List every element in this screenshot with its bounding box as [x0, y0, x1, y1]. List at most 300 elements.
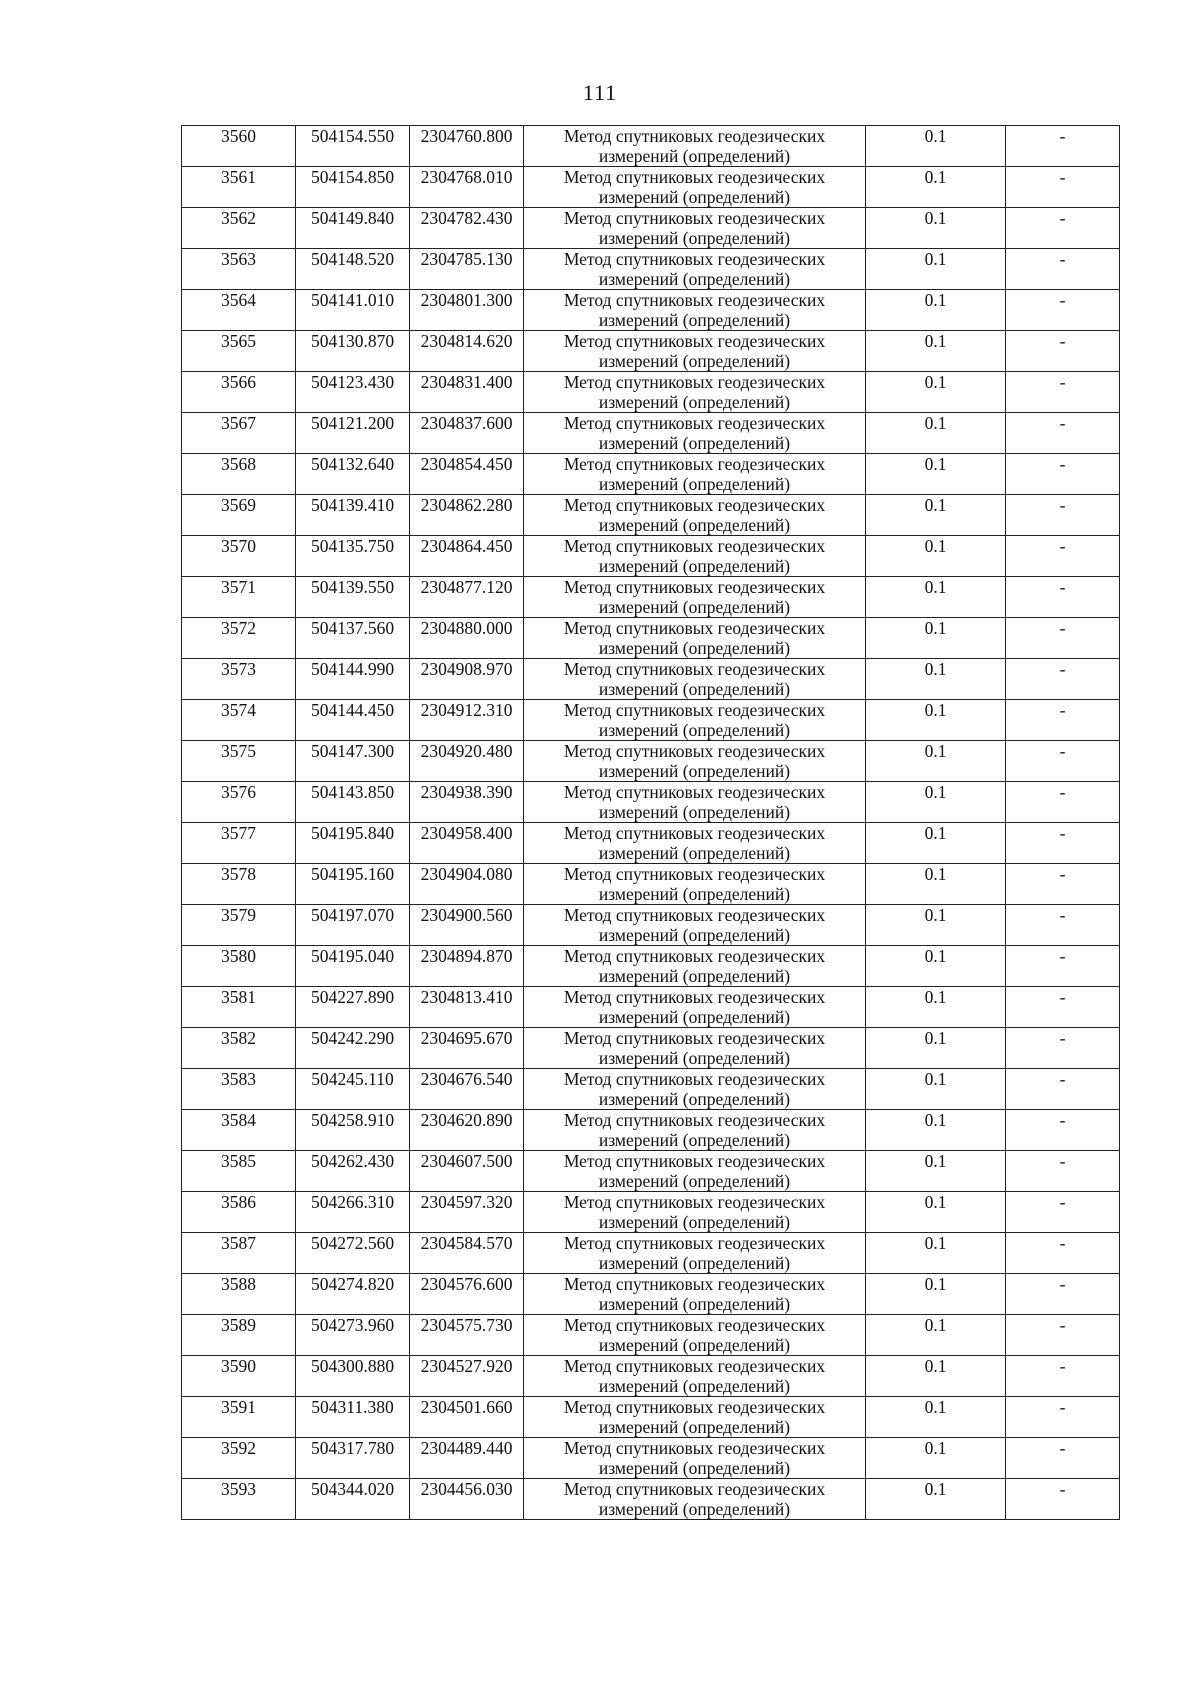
method-text-line1: Метод спутниковых геодезических: [563, 1274, 826, 1294]
method-text-line1: Метод спутниковых геодезических: [563, 454, 826, 474]
point-number-cell: 3581: [182, 987, 296, 1028]
y-coordinate-cell: 2304607.500: [410, 1151, 524, 1192]
x-coordinate-cell: 504154.850: [296, 167, 410, 208]
note-cell: -: [1006, 1233, 1120, 1274]
method-text-line2: измерений (определений): [598, 1048, 791, 1068]
method-cell: [524, 700, 866, 741]
note-cell: -: [1006, 167, 1120, 208]
method-text-line1: Метод спутниковых геодезических: [563, 1479, 826, 1499]
point-number-cell: 3588: [182, 1274, 296, 1315]
method-text-line2: измерений (определений): [598, 843, 791, 863]
method-cell: [524, 618, 866, 659]
table-row: [182, 782, 1120, 823]
point-number-cell: 3591: [182, 1397, 296, 1438]
method-text-line2: измерений (определений): [598, 474, 791, 494]
y-coordinate-cell: 2304900.560: [410, 905, 524, 946]
accuracy-cell: 0.1: [866, 1274, 1006, 1315]
x-coordinate-cell: 504311.380: [296, 1397, 410, 1438]
method-text-line2: измерений (определений): [598, 1130, 791, 1150]
method-cell: [524, 659, 866, 700]
method-text-line1: Метод спутниковых геодезических: [563, 167, 826, 187]
table-row: [182, 1315, 1120, 1356]
method-cell: [524, 577, 866, 618]
accuracy-cell: 0.1: [866, 659, 1006, 700]
point-number-cell: 3576: [182, 782, 296, 823]
method-cell: [524, 1151, 866, 1192]
method-cell: [524, 454, 866, 495]
table-row: [182, 1069, 1120, 1110]
method-text-line1: Метод спутниковых геодезических: [563, 126, 826, 146]
y-coordinate-cell: 2304894.870: [410, 946, 524, 987]
method-cell: [524, 1192, 866, 1233]
method-text-line2: измерений (определений): [598, 1171, 791, 1191]
point-number-cell: 3573: [182, 659, 296, 700]
x-coordinate-cell: 504154.550: [296, 126, 410, 167]
method-text-line2: измерений (определений): [598, 1253, 791, 1273]
method-cell: [524, 823, 866, 864]
accuracy-cell: 0.1: [866, 413, 1006, 454]
note-cell: -: [1006, 946, 1120, 987]
note-cell: -: [1006, 1151, 1120, 1192]
table-row: [182, 1233, 1120, 1274]
table-row: [182, 864, 1120, 905]
note-cell: -: [1006, 1315, 1120, 1356]
y-coordinate-cell: 2304920.480: [410, 741, 524, 782]
method-text-line1: Метод спутниковых геодезических: [563, 495, 826, 515]
y-coordinate-cell: 2304597.320: [410, 1192, 524, 1233]
method-text-line1: Метод спутниковых геодезических: [563, 536, 826, 556]
point-number-cell: 3564: [182, 290, 296, 331]
table-row: [182, 1397, 1120, 1438]
method-text-line2: измерений (определений): [598, 146, 791, 166]
method-text-line2: измерений (определений): [598, 1458, 791, 1478]
x-coordinate-cell: 504130.870: [296, 331, 410, 372]
note-cell: -: [1006, 1110, 1120, 1151]
method-cell: [524, 249, 866, 290]
method-cell: [524, 1069, 866, 1110]
note-cell: -: [1006, 495, 1120, 536]
method-text-line1: Метод спутниковых геодезических: [563, 208, 826, 228]
method-text-line1: Метод спутниковых геодезических: [563, 782, 826, 802]
method-cell: [524, 741, 866, 782]
method-cell: [524, 987, 866, 1028]
table-row: [182, 618, 1120, 659]
x-coordinate-cell: 504135.750: [296, 536, 410, 577]
point-number-cell: 3590: [182, 1356, 296, 1397]
method-text-line2: измерений (определений): [598, 720, 791, 740]
note-cell: -: [1006, 536, 1120, 577]
accuracy-cell: 0.1: [866, 1069, 1006, 1110]
note-cell: -: [1006, 1397, 1120, 1438]
x-coordinate-cell: 504141.010: [296, 290, 410, 331]
x-coordinate-cell: 504245.110: [296, 1069, 410, 1110]
y-coordinate-cell: 2304938.390: [410, 782, 524, 823]
table-row: [182, 331, 1120, 372]
note-cell: -: [1006, 659, 1120, 700]
method-text-line1: Метод спутниковых геодезических: [563, 1438, 826, 1458]
note-cell: -: [1006, 864, 1120, 905]
method-text-line1: Метод спутниковых геодезических: [563, 741, 826, 761]
accuracy-cell: 0.1: [866, 823, 1006, 864]
method-cell: [524, 208, 866, 249]
method-text-line1: Метод спутниковых геодезических: [563, 331, 826, 351]
note-cell: -: [1006, 1356, 1120, 1397]
table-row: [182, 1151, 1120, 1192]
method-text-line1: Метод спутниковых геодезических: [563, 372, 826, 392]
accuracy-cell: 0.1: [866, 700, 1006, 741]
method-text-line2: измерений (определений): [598, 966, 791, 986]
accuracy-cell: 0.1: [866, 782, 1006, 823]
y-coordinate-cell: 2304584.570: [410, 1233, 524, 1274]
coordinates-table-body: [182, 126, 1120, 1520]
coordinates-table: [181, 125, 1120, 1520]
x-coordinate-cell: 504242.290: [296, 1028, 410, 1069]
y-coordinate-cell: 2304676.540: [410, 1069, 524, 1110]
accuracy-cell: 0.1: [866, 1151, 1006, 1192]
y-coordinate-cell: 2304785.130: [410, 249, 524, 290]
accuracy-cell: 0.1: [866, 864, 1006, 905]
method-cell: [524, 167, 866, 208]
method-text-line2: измерений (определений): [598, 679, 791, 699]
note-cell: -: [1006, 905, 1120, 946]
point-number-cell: 3571: [182, 577, 296, 618]
y-coordinate-cell: 2304862.280: [410, 495, 524, 536]
method-cell: [524, 1438, 866, 1479]
x-coordinate-cell: 504148.520: [296, 249, 410, 290]
point-number-cell: 3566: [182, 372, 296, 413]
accuracy-cell: 0.1: [866, 1438, 1006, 1479]
method-cell: [524, 495, 866, 536]
point-number-cell: 3562: [182, 208, 296, 249]
accuracy-cell: 0.1: [866, 1233, 1006, 1274]
note-cell: -: [1006, 413, 1120, 454]
y-coordinate-cell: 2304864.450: [410, 536, 524, 577]
x-coordinate-cell: 504195.160: [296, 864, 410, 905]
method-text-line1: Метод спутниковых геодезических: [563, 1356, 826, 1376]
accuracy-cell: 0.1: [866, 1315, 1006, 1356]
method-cell: [524, 1397, 866, 1438]
point-number-cell: 3583: [182, 1069, 296, 1110]
y-coordinate-cell: 2304575.730: [410, 1315, 524, 1356]
method-cell: [524, 1274, 866, 1315]
table-row: [182, 659, 1120, 700]
method-text-line2: измерений (определений): [598, 433, 791, 453]
method-text-line1: Метод спутниковых геодезических: [563, 1151, 826, 1171]
accuracy-cell: 0.1: [866, 1110, 1006, 1151]
y-coordinate-cell: 2304837.600: [410, 413, 524, 454]
y-coordinate-cell: 2304489.440: [410, 1438, 524, 1479]
note-cell: -: [1006, 1479, 1120, 1520]
note-cell: -: [1006, 618, 1120, 659]
method-text-line1: Метод спутниковых геодезических: [563, 700, 826, 720]
x-coordinate-cell: 504317.780: [296, 1438, 410, 1479]
accuracy-cell: 0.1: [866, 1479, 1006, 1520]
note-cell: -: [1006, 823, 1120, 864]
method-text-line2: измерений (определений): [598, 1417, 791, 1437]
method-text-line2: измерений (определений): [598, 392, 791, 412]
note-cell: -: [1006, 208, 1120, 249]
method-text-line1: Метод спутниковых геодезических: [563, 290, 826, 310]
point-number-cell: 3582: [182, 1028, 296, 1069]
method-cell: [524, 536, 866, 577]
note-cell: -: [1006, 331, 1120, 372]
method-text-line1: Метод спутниковых геодезических: [563, 1069, 826, 1089]
method-text-line2: измерений (определений): [598, 515, 791, 535]
y-coordinate-cell: 2304912.310: [410, 700, 524, 741]
x-coordinate-cell: 504197.070: [296, 905, 410, 946]
table-row: [182, 126, 1120, 167]
accuracy-cell: 0.1: [866, 331, 1006, 372]
y-coordinate-cell: 2304904.080: [410, 864, 524, 905]
x-coordinate-cell: 504195.840: [296, 823, 410, 864]
method-text-line2: измерений (определений): [598, 1212, 791, 1232]
accuracy-cell: 0.1: [866, 290, 1006, 331]
accuracy-cell: 0.1: [866, 372, 1006, 413]
y-coordinate-cell: 2304501.660: [410, 1397, 524, 1438]
method-text-line2: измерений (определений): [598, 1499, 791, 1519]
method-cell: [524, 1356, 866, 1397]
x-coordinate-cell: 504144.990: [296, 659, 410, 700]
method-cell: [524, 864, 866, 905]
method-cell: [524, 372, 866, 413]
method-text-line1: Метод спутниковых геодезических: [563, 577, 826, 597]
table-row: [182, 987, 1120, 1028]
method-text-line2: измерений (определений): [598, 761, 791, 781]
method-text-line1: Метод спутниковых геодезических: [563, 905, 826, 925]
method-text-line2: измерений (определений): [598, 597, 791, 617]
method-text-line1: Метод спутниковых геодезических: [563, 1028, 826, 1048]
table-row: [182, 454, 1120, 495]
table-row: [182, 577, 1120, 618]
y-coordinate-cell: 2304814.620: [410, 331, 524, 372]
accuracy-cell: 0.1: [866, 1397, 1006, 1438]
page-number: 111: [582, 80, 618, 105]
note-cell: -: [1006, 290, 1120, 331]
method-text-line2: измерений (определений): [598, 884, 791, 904]
table-row: [182, 290, 1120, 331]
x-coordinate-cell: 504227.890: [296, 987, 410, 1028]
y-coordinate-cell: 2304782.430: [410, 208, 524, 249]
method-cell: [524, 1110, 866, 1151]
x-coordinate-cell: 504195.040: [296, 946, 410, 987]
y-coordinate-cell: 2304880.000: [410, 618, 524, 659]
table-row: [182, 823, 1120, 864]
table-row: [182, 946, 1120, 987]
y-coordinate-cell: 2304620.890: [410, 1110, 524, 1151]
method-text-line1: Метод спутниковых геодезических: [563, 987, 826, 1007]
x-coordinate-cell: 504123.430: [296, 372, 410, 413]
table-row: [182, 536, 1120, 577]
table-row: [182, 1274, 1120, 1315]
note-cell: -: [1006, 1069, 1120, 1110]
x-coordinate-cell: 504274.820: [296, 1274, 410, 1315]
table-row: [182, 741, 1120, 782]
note-cell: -: [1006, 126, 1120, 167]
point-number-cell: 3587: [182, 1233, 296, 1274]
point-number-cell: 3574: [182, 700, 296, 741]
method-cell: [524, 331, 866, 372]
point-number-cell: 3567: [182, 413, 296, 454]
method-text-line2: измерений (определений): [598, 1089, 791, 1109]
method-cell: [524, 126, 866, 167]
method-text-line2: измерений (определений): [598, 925, 791, 945]
point-number-cell: 3569: [182, 495, 296, 536]
method-cell: [524, 290, 866, 331]
point-number-cell: 3579: [182, 905, 296, 946]
method-text-line2: измерений (определений): [598, 310, 791, 330]
accuracy-cell: 0.1: [866, 577, 1006, 618]
method-cell: [524, 905, 866, 946]
x-coordinate-cell: 504262.430: [296, 1151, 410, 1192]
table-row: [182, 413, 1120, 454]
table-row: [182, 495, 1120, 536]
method-text-line2: измерений (определений): [598, 269, 791, 289]
point-number-cell: 3561: [182, 167, 296, 208]
accuracy-cell: 0.1: [866, 1356, 1006, 1397]
y-coordinate-cell: 2304813.410: [410, 987, 524, 1028]
table-row: [182, 1438, 1120, 1479]
method-text-line2: измерений (определений): [598, 1294, 791, 1314]
y-coordinate-cell: 2304456.030: [410, 1479, 524, 1520]
x-coordinate-cell: 504147.300: [296, 741, 410, 782]
table-row: [182, 1356, 1120, 1397]
method-text-line1: Метод спутниковых геодезических: [563, 864, 826, 884]
accuracy-cell: 0.1: [866, 741, 1006, 782]
x-coordinate-cell: 504121.200: [296, 413, 410, 454]
method-text-line2: измерений (определений): [598, 1335, 791, 1355]
point-number-cell: 3570: [182, 536, 296, 577]
note-cell: -: [1006, 577, 1120, 618]
table-row: [182, 1110, 1120, 1151]
method-text-line2: измерений (определений): [598, 1007, 791, 1027]
accuracy-cell: 0.1: [866, 1192, 1006, 1233]
method-cell: [524, 1028, 866, 1069]
method-text-line2: измерений (определений): [598, 351, 791, 371]
y-coordinate-cell: 2304760.800: [410, 126, 524, 167]
y-coordinate-cell: 2304831.400: [410, 372, 524, 413]
y-coordinate-cell: 2304908.970: [410, 659, 524, 700]
point-number-cell: 3560: [182, 126, 296, 167]
method-text-line1: Метод спутниковых геодезических: [563, 1110, 826, 1130]
x-coordinate-cell: 504344.020: [296, 1479, 410, 1520]
table-row: [182, 249, 1120, 290]
note-cell: -: [1006, 741, 1120, 782]
method-text-line1: Метод спутниковых геодезических: [563, 659, 826, 679]
method-text-line1: Метод спутниковых геодезических: [563, 823, 826, 843]
point-number-cell: 3563: [182, 249, 296, 290]
table-row: [182, 905, 1120, 946]
point-number-cell: 3580: [182, 946, 296, 987]
accuracy-cell: 0.1: [866, 536, 1006, 577]
accuracy-cell: 0.1: [866, 126, 1006, 167]
method-text-line1: Метод спутниковых геодезических: [563, 946, 826, 966]
note-cell: -: [1006, 249, 1120, 290]
point-number-cell: 3589: [182, 1315, 296, 1356]
x-coordinate-cell: 504132.640: [296, 454, 410, 495]
point-number-cell: 3578: [182, 864, 296, 905]
point-number-cell: 3592: [182, 1438, 296, 1479]
method-text-line2: измерений (определений): [598, 228, 791, 248]
point-number-cell: 3586: [182, 1192, 296, 1233]
note-cell: -: [1006, 782, 1120, 823]
x-coordinate-cell: 504139.550: [296, 577, 410, 618]
method-text-line2: измерений (определений): [598, 802, 791, 822]
accuracy-cell: 0.1: [866, 167, 1006, 208]
note-cell: -: [1006, 700, 1120, 741]
point-number-cell: 3585: [182, 1151, 296, 1192]
point-number-cell: 3584: [182, 1110, 296, 1151]
method-text-line1: Метод спутниковых геодезических: [563, 1315, 826, 1335]
point-number-cell: 3575: [182, 741, 296, 782]
note-cell: -: [1006, 372, 1120, 413]
accuracy-cell: 0.1: [866, 495, 1006, 536]
x-coordinate-cell: 504144.450: [296, 700, 410, 741]
table-row: [182, 1192, 1120, 1233]
method-text-line1: Метод спутниковых геодезических: [563, 1233, 826, 1253]
table-row: [182, 700, 1120, 741]
method-cell: [524, 782, 866, 823]
method-text-line2: измерений (определений): [598, 638, 791, 658]
point-number-cell: 3577: [182, 823, 296, 864]
accuracy-cell: 0.1: [866, 208, 1006, 249]
table-row: [182, 208, 1120, 249]
method-text-line2: измерений (определений): [598, 556, 791, 576]
method-cell: [524, 946, 866, 987]
method-text-line2: измерений (определений): [598, 187, 791, 207]
accuracy-cell: 0.1: [866, 946, 1006, 987]
table-row: [182, 1479, 1120, 1520]
x-coordinate-cell: 504273.960: [296, 1315, 410, 1356]
x-coordinate-cell: 504266.310: [296, 1192, 410, 1233]
y-coordinate-cell: 2304527.920: [410, 1356, 524, 1397]
accuracy-cell: 0.1: [866, 454, 1006, 495]
note-cell: -: [1006, 1192, 1120, 1233]
accuracy-cell: 0.1: [866, 618, 1006, 659]
method-cell: [524, 413, 866, 454]
accuracy-cell: 0.1: [866, 987, 1006, 1028]
y-coordinate-cell: 2304877.120: [410, 577, 524, 618]
x-coordinate-cell: 504258.910: [296, 1110, 410, 1151]
y-coordinate-cell: 2304801.300: [410, 290, 524, 331]
method-cell: [524, 1233, 866, 1274]
method-text-line1: Метод спутниковых геодезических: [563, 413, 826, 433]
point-number-cell: 3568: [182, 454, 296, 495]
note-cell: -: [1006, 1274, 1120, 1315]
table-row: [182, 1028, 1120, 1069]
method-cell: [524, 1315, 866, 1356]
x-coordinate-cell: 504139.410: [296, 495, 410, 536]
method-text-line1: Метод спутниковых геодезических: [563, 1397, 826, 1417]
y-coordinate-cell: 2304958.400: [410, 823, 524, 864]
x-coordinate-cell: 504149.840: [296, 208, 410, 249]
y-coordinate-cell: 2304768.010: [410, 167, 524, 208]
method-text-line2: измерений (определений): [598, 1376, 791, 1396]
accuracy-cell: 0.1: [866, 905, 1006, 946]
x-coordinate-cell: 504137.560: [296, 618, 410, 659]
x-coordinate-cell: 504272.560: [296, 1233, 410, 1274]
x-coordinate-cell: 504143.850: [296, 782, 410, 823]
x-coordinate-cell: 504300.880: [296, 1356, 410, 1397]
accuracy-cell: 0.1: [866, 249, 1006, 290]
point-number-cell: 3572: [182, 618, 296, 659]
method-text-line1: Метод спутниковых геодезических: [563, 1192, 826, 1212]
note-cell: -: [1006, 1028, 1120, 1069]
note-cell: -: [1006, 454, 1120, 495]
y-coordinate-cell: 2304854.450: [410, 454, 524, 495]
note-cell: -: [1006, 1438, 1120, 1479]
method-text-line1: Метод спутниковых геодезических: [563, 249, 826, 269]
point-number-cell: 3565: [182, 331, 296, 372]
